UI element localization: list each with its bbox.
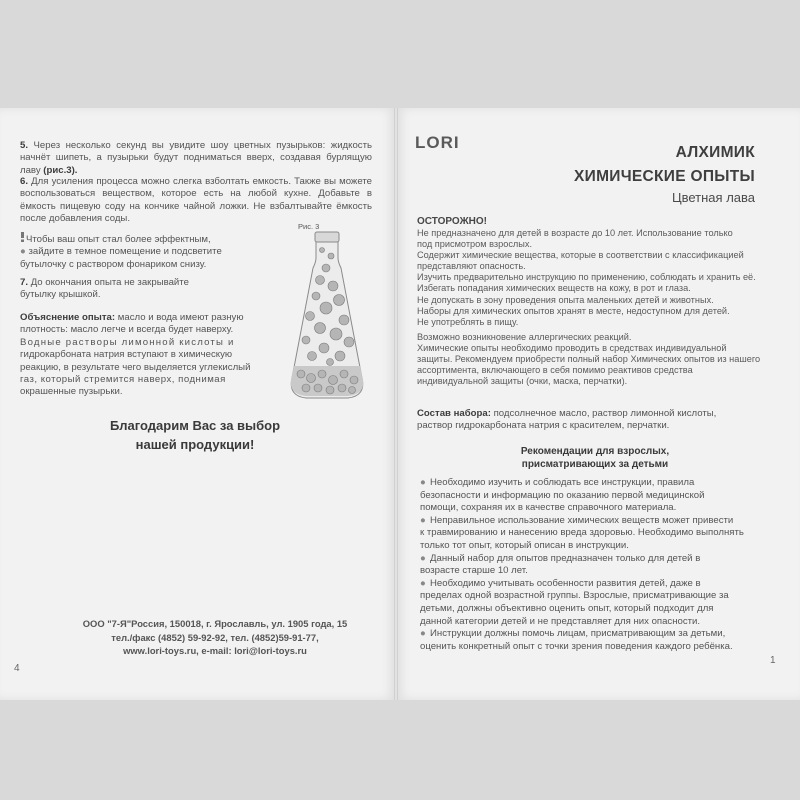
page-number-left: 4 xyxy=(14,663,20,674)
composition-title: Состав набора: xyxy=(417,408,491,419)
caution-line: Не предназначено для детей в возрасте до 10 лет. Использование только xyxy=(417,228,733,238)
step-6-text: Для усиления процесса можно слегка взболтать емкость. Также вы можете воспользоваться веществом, которое есть на любой кухне. Добавьте в ёмкость пищевую соду на кончике чайной ложки. Не взбалтывайте ёмкость после добавления соды. xyxy=(20,176,372,225)
explanation-line-6: газ, который стремится наверх, поднимая xyxy=(20,374,226,386)
bullet-icon: ● xyxy=(420,514,426,526)
step-7-number: 7. xyxy=(20,277,29,288)
product-series-title: ХИМИЧЕСКИЕ ОПЫТЫ xyxy=(573,168,755,185)
recommendation-item: ● Инструкции должны помочь лицам, присматривающим за детьми, оценить конкретный опыт с точки зрения поведения каждого ребёнка. xyxy=(420,628,733,652)
caution-line: Изучить предварительно инструкцию по применению, соблюдать и хранить её. xyxy=(417,272,756,283)
explanation-line-1: масло и вода имеют разную xyxy=(117,312,244,323)
footer-phones: тел./факс (4852) 59-92-92, тел. (4852)59-91-77, xyxy=(111,631,319,643)
recommendations-list xyxy=(420,477,768,653)
caution-line: Возможно возникновение аллергических реакций. xyxy=(417,331,632,342)
step-6 xyxy=(20,176,372,226)
page-gutter xyxy=(394,108,398,700)
step-5-figure-ref: (рис.3). xyxy=(43,164,78,176)
footer-address: ООО "7-Я"Россия, 150018, г. Ярославль, ул. 1905 года, 15 xyxy=(82,618,348,629)
page-number-right: 1 xyxy=(770,655,776,666)
composition-line-2: раствор гидрокарбоната натрия с красителем, перчатки. xyxy=(417,420,670,432)
recommendations-title-line-2: присматривающих за детьми xyxy=(521,459,669,470)
explanation-line-4: гидрокарбоната натрия вступают в химическую xyxy=(20,349,233,361)
explanation-line-3: Водные растворы лимонной кислоты и xyxy=(20,336,235,348)
caution-title: ОСТОРОЖНО! xyxy=(417,216,487,227)
composition-line-1: подсолнечное масло, раствор лимонной кислоты, xyxy=(493,408,717,419)
bullet-icon: ● xyxy=(420,552,426,564)
explanation-title: Объяснение опыта: xyxy=(20,312,116,323)
tip-line-1: Чтобы ваш опыт стал более эффектным, xyxy=(26,234,211,245)
product-title: АЛХИМИК xyxy=(675,144,755,161)
tip-line-2: зайдите в темное помещение и подсветите xyxy=(28,246,222,258)
step-5-number: 5. xyxy=(20,140,29,151)
figure-label: Рис. 3 xyxy=(298,222,320,231)
thanks-line-1: Благодарим Вас за выбор xyxy=(109,418,281,433)
caution-line: Избегать попадания химических веществ на кожу, в рот и глаза. xyxy=(417,283,691,294)
tip-block: Чтобы ваш опыт стал более эффектным, ● зайдите в темное помещение и подсветите бутылочку с раствором фонариком снизу. xyxy=(20,234,222,270)
company-footer xyxy=(40,617,390,658)
caution-line: Не употреблять в пищу. xyxy=(417,316,519,327)
explanation-line-7: окрашенные пузырьки. xyxy=(20,386,123,398)
explanation-line-2: плотность: масло легче и всегда будет наверху. xyxy=(20,324,234,336)
explanation-line-5: реакцию, в результате чего выделяется углекислый xyxy=(20,361,251,373)
caution-list xyxy=(417,228,767,387)
caution-line: Наборы для химических опытов хранят в месте, недоступном для детей. xyxy=(417,305,730,316)
step-7-line-2: бутылку крышкой. xyxy=(20,289,101,301)
caution-line: Содержит химические вещества, которые в соответствии с классификацией xyxy=(417,250,744,261)
thanks-message xyxy=(40,416,350,454)
caution-line: индивидуальной защиты (очки, маска, перчатки). xyxy=(417,376,628,387)
brand-logo: LORI xyxy=(415,133,460,152)
bullet-icon: ● xyxy=(420,577,426,589)
recommendation-item: ● Неправильное использование химических веществ может привести к травмированию и нанесению вреда здоровью. Необходимо выполнять только тот опыт, который описан в инструкции. xyxy=(420,514,744,551)
bullet-icon: ● xyxy=(420,628,426,640)
step-5 xyxy=(20,140,372,177)
composition-block xyxy=(417,408,777,433)
step-5-text: Через несколько секунд вы увидите шоу цветных пузырьков: жидкость начнёт шипеть, а пузырьки будут подниматься вверх, создавая бурлящую лаву xyxy=(20,140,372,176)
bullet-icon: ● xyxy=(420,477,426,488)
recommendation-item: ● Необходимо учитывать особенности развития детей, даже в пределах одной возрастной группы. Взрослые, присматривающие за детьми, должны объективно оценить опыт, который подходит для данной категории детей и не представляет для них опасности. xyxy=(420,577,729,627)
recommendations-title-line-1: Рекомендации для взрослых, xyxy=(520,446,670,457)
explanation-block xyxy=(20,312,272,399)
recommendations-title xyxy=(420,445,770,471)
caution-line: ассортимента, включающего в себя помимо реактивов средства xyxy=(417,365,693,376)
caution-line: Химические опыты необходимо проводить в средствах индивидуальной xyxy=(417,342,727,353)
caution-line: защиты. Рекомендуем приобрести полный набор Химических опытов из нашего xyxy=(417,354,761,365)
recommendation-item: ● Необходимо изучить и соблюдать все инструкции, правила безопасности и информацию по оказанию первой медицинской помощи, сохраняя их в качестве справочного материала. xyxy=(420,477,705,514)
recommendation-item: ● Данный набор для опытов предназначен только для детей в возрасте старше 10 лет. xyxy=(420,552,701,577)
step-7-line-1: До окончания опыта не закрывайте xyxy=(30,277,189,288)
product-subtitle: Цветная лава xyxy=(672,190,755,205)
caution-line: Не допускать в зону проведения опыта маленьких детей и животных. xyxy=(417,294,714,305)
footer-web-email: www.lori-toys.ru, e-mail: lori@lori-toys.ru xyxy=(123,645,307,656)
step-6-number: 6. xyxy=(20,176,29,187)
lava-bottle-illustration xyxy=(286,228,368,400)
tip-line-3: бутылочку с раствором фонариком снизу. xyxy=(20,258,207,270)
step-7 xyxy=(20,277,260,302)
caution-line: представляют опасность. xyxy=(417,261,526,272)
caution-line: под присмотром взрослых. xyxy=(417,239,533,250)
thanks-line-2: нашей продукции! xyxy=(135,437,255,452)
